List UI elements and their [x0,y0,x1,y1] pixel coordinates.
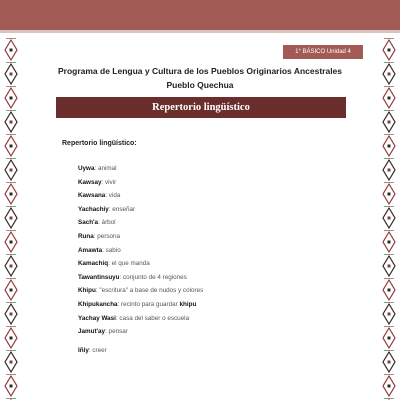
pattern-center [10,193,13,196]
vocab-item [78,162,203,176]
pattern-center [388,169,391,172]
pattern-center [10,265,13,268]
vocab-item [78,216,203,230]
pattern-divider [6,182,16,183]
pattern-divider [384,230,394,231]
pattern-divider [384,134,394,135]
section-header: Repertorio lingüístico [56,97,346,118]
pattern-center [10,145,13,148]
vocab-meaning: : animal [94,165,117,172]
pattern-divider [384,374,394,375]
pattern-divider [384,326,394,327]
vocab-item [78,203,203,217]
pattern-divider [384,110,394,111]
pattern-center [388,121,391,124]
pattern-divider [384,158,394,159]
vocab-meaning: : enseñar [108,205,136,213]
pattern-center [10,169,13,172]
vocab-meaning: : vivir [101,178,117,186]
vocab-meaning: : pensar [105,328,128,336]
pattern-center [388,289,391,292]
vocab-item [78,244,203,258]
pattern-center [10,241,13,244]
pattern-divider [6,326,16,327]
vocab-meaning: : conjunto de 4 regiones [119,273,187,281]
vocab-item [78,284,203,298]
pattern-center [388,337,391,340]
vocab-term: Sach'a [78,219,99,227]
pattern-center [10,289,13,292]
left-decorative-border [4,38,18,400]
top-banner-shadow [0,30,400,33]
pattern-divider [384,62,394,63]
vocab-term: Khipu [78,287,96,295]
vocab-item [78,298,203,312]
pattern-divider [6,374,16,375]
pattern-divider [384,302,394,303]
vocab-term: Kawsana [78,192,106,200]
pattern-divider [6,206,16,207]
pattern-divider [6,110,16,111]
pattern-center [388,217,391,220]
pattern-center [388,313,391,316]
vocab-item [78,176,203,190]
pattern-divider [6,230,16,231]
vocab-meaning: : vida [105,192,121,200]
pattern-center [10,49,13,52]
pattern-center [388,97,391,100]
vocab-term: Uywa [78,165,95,172]
pattern-divider [384,398,394,399]
vocab-meaning: : recinto para guardar [117,300,180,308]
pattern-divider [6,302,16,303]
pattern-center [388,361,391,364]
grade-unit-badge: 1° BÁSICO Unidad 4 [283,45,363,59]
pattern-divider [6,254,16,255]
vocab-meaning: : casa del saber o escuela [115,314,190,322]
pattern-center [388,49,391,52]
vocab-term: Tawantinsuyu [78,273,120,281]
vocab-term: Kamachiq [78,260,109,268]
vocab-meaning: : árbol [98,219,116,227]
vocab-meaning-bold: khipu [179,300,197,308]
vocabulary-list [78,162,203,357]
list-heading: Repertorio lingüístico: [62,140,137,147]
vocab-item [78,257,203,271]
vocab-item [78,230,203,244]
pattern-center [10,337,13,340]
vocab-term: Yachay Wasi [78,314,116,322]
pattern-center [10,217,13,220]
top-banner [0,0,400,30]
pattern-center [388,265,391,268]
pattern-divider [6,398,16,399]
right-decorative-border [382,38,396,400]
pattern-divider [6,38,16,39]
pattern-center [388,145,391,148]
program-title: Programa de Lengua y Cultura de los Pueblos Originarios Ancestrales [57,66,343,76]
pattern-center [10,97,13,100]
pattern-center [388,385,391,388]
pattern-divider [6,62,16,63]
pattern-divider [6,278,16,279]
pattern-center [10,361,13,364]
vocab-term: Khipukancha [78,300,118,308]
pattern-divider [6,134,16,135]
pattern-center [388,193,391,196]
pattern-center [10,121,13,124]
vocab-meaning: : sabio [102,246,121,254]
vocab-term: Kawsay [78,178,102,186]
vocab-term: Iñiy [78,346,89,354]
pattern-center [10,313,13,316]
pattern-divider [6,86,16,87]
pattern-divider [384,350,394,351]
vocab-meaning: : persona [93,232,121,240]
vocab-item [78,344,203,358]
vocab-item [78,312,203,326]
pattern-divider [6,350,16,351]
vocab-term: Yachachiy [78,205,109,213]
pattern-divider [384,38,394,39]
vocab-meaning: : "escritura" a base de nudos y colores [95,287,204,295]
vocab-item [78,189,203,203]
pattern-divider [384,182,394,183]
vocab-item [78,271,203,285]
vocab-meaning: : el que manda [108,260,150,268]
pattern-center [10,385,13,388]
pattern-center [388,73,391,76]
vocab-item [78,325,203,339]
pattern-divider [6,158,16,159]
pattern-divider [384,86,394,87]
vocab-term: Amawta [78,246,103,254]
vocab-meaning: : creer [88,346,107,354]
pattern-divider [384,254,394,255]
pattern-center [388,241,391,244]
pattern-divider [384,206,394,207]
pattern-center [10,73,13,76]
vocab-term: Jamut'ay [78,328,106,336]
people-title: Pueblo Quechua [166,80,234,90]
vocab-term: Runa [78,232,94,240]
pattern-divider [384,278,394,279]
